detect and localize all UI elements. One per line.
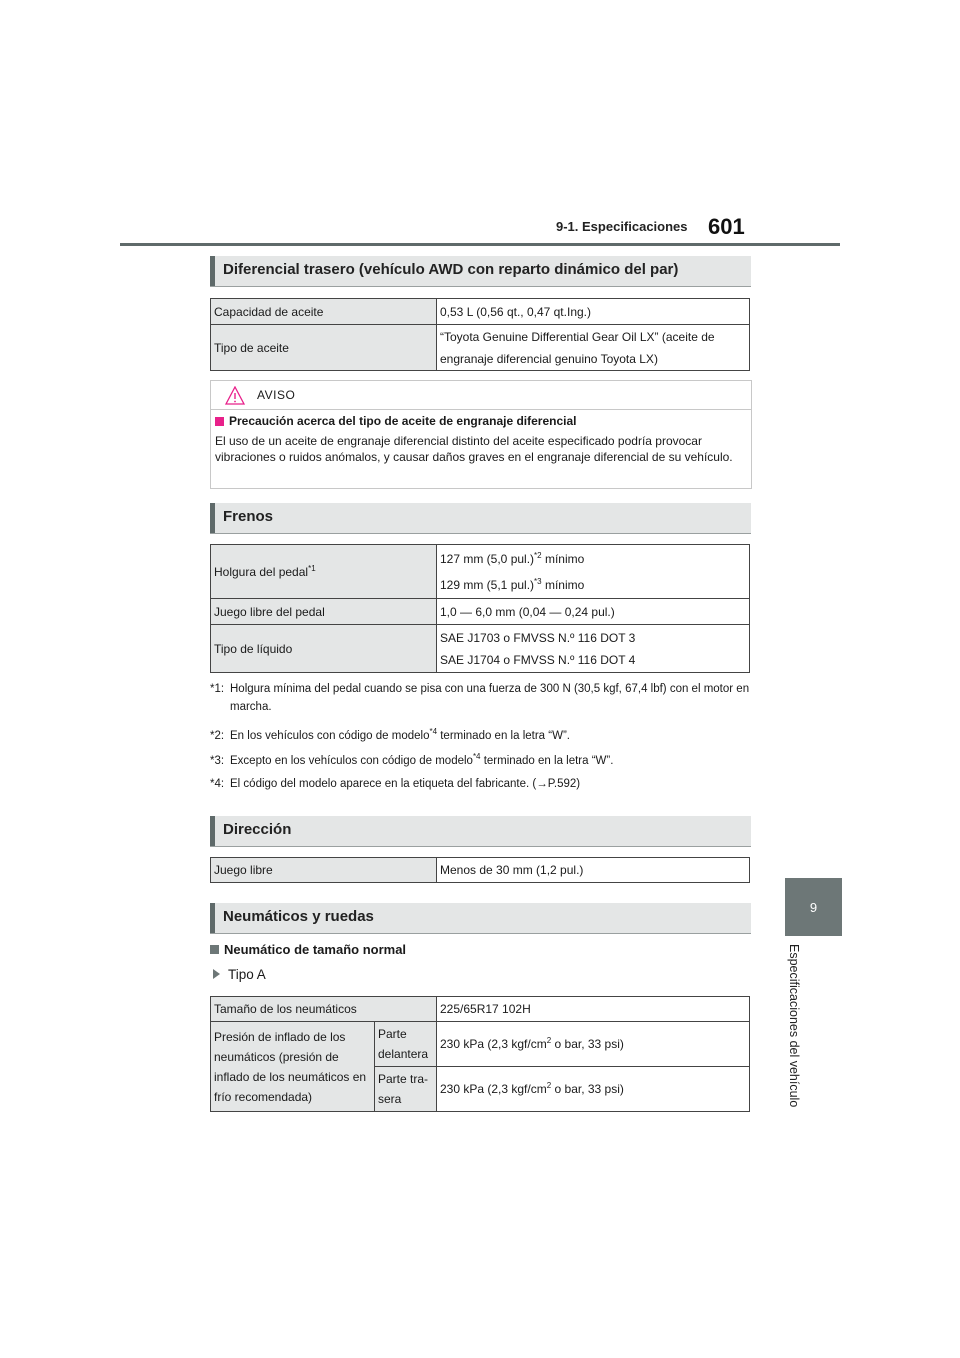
diff-spec-table: [210, 298, 750, 371]
table-row: [211, 1022, 750, 1067]
value-text: mínimo: [541, 577, 585, 592]
value-text: o bar, 33 psi): [551, 1082, 624, 1096]
footnote-text: [230, 752, 755, 770]
footnote-4: [210, 775, 755, 795]
warning-box: [210, 380, 752, 489]
superscript: 2: [546, 1036, 552, 1045]
type-text: Tipo A: [228, 967, 266, 982]
value-text: 230 kPa (2,3 kgf/cm: [440, 1037, 547, 1051]
warning-title: AVISO: [257, 388, 296, 402]
footnote-2: [210, 727, 755, 747]
footnote-text: Holgura mínima del pedal cuando se pisa con una fuerza de 300 N (30,5 kgf, 67,4 lbf) con el motor en marcha.: [230, 683, 750, 713]
table-cell-label: Juego libre del pedal: [211, 599, 437, 625]
neumaticos-spec-table: [210, 996, 750, 1112]
footnote-text-part: En los vehículos con código de modelo: [230, 730, 430, 742]
warning-icon: [225, 386, 245, 406]
value-line: SAE J1703 o FMVSS N.º 116 DOT 3: [440, 630, 636, 645]
type-label: [213, 967, 266, 982]
table-row: [211, 625, 750, 673]
footnote-1: [210, 680, 755, 720]
footnote-mark: *3:: [210, 755, 225, 767]
value-line: [440, 572, 746, 598]
section-heading-frenos: [210, 503, 751, 534]
section-title: 9-1. Especificaciones: [556, 219, 688, 234]
section-heading-bar: [210, 903, 215, 933]
section-heading-text: Diferencial trasero (vehículo AWD con reparto dinámico del par): [223, 261, 679, 278]
table-cell-value: 1,0 — 6,0 mm (0,04 — 0,24 pul.): [437, 599, 750, 625]
value-text: 230 kPa (2,3 kgf/cm: [440, 1082, 547, 1096]
value-line: engranaje diferencial genuino Toyota LX): [440, 351, 658, 366]
table-cell-value: [437, 1067, 750, 1112]
chapter-label-text: Especificaciones del vehículo: [787, 944, 801, 1108]
label-text: Holgura del pedal: [214, 564, 309, 579]
table-cell-label: Tipo de aceite: [211, 325, 437, 371]
section-heading-text: Dirección: [223, 821, 292, 838]
value-line: “Toyota Genuine Differential Gear Oil LX” (aceite de: [440, 329, 715, 344]
bullet-square-icon: [210, 945, 219, 954]
table-cell-label: Parte tra- sera: [375, 1067, 437, 1112]
warning-subtitle: Precaución acerca del tipo de aceite de engranaje diferencial: [229, 414, 577, 428]
value-text: o bar, 33 psi): [551, 1037, 624, 1051]
table-cell-label: Juego libre: [211, 858, 437, 883]
header-rule: [120, 243, 840, 246]
chapter-side-label: [764, 944, 824, 1114]
section-heading-diff: [210, 256, 751, 287]
footnote-ref: *4: [472, 752, 481, 762]
table-cell-value: Menos de 30 mm (1,2 pul.): [437, 858, 750, 883]
section-heading-text: Frenos: [223, 508, 274, 525]
section-heading-bar: [210, 256, 215, 286]
table-row: [211, 997, 750, 1022]
chapter-number: 9: [809, 899, 818, 915]
chapter-tab: [785, 878, 842, 936]
footnote-ref: *2: [534, 550, 542, 560]
value-text: 127 mm (5,0 pul.): [440, 551, 535, 566]
footnote-text-part: Excepto en los vehículos con código de modelo: [230, 755, 473, 767]
value-text: 129 mm (5,1 pul.): [440, 577, 535, 592]
table-cell-label: Tipo de líquido: [211, 625, 437, 673]
table-row: [211, 858, 750, 883]
warning-body: El uso de un aceite de engranaje diferencial distinto del aceite especificado podría provocar vibraciones o ruidos anómalos, y causar daños graves en el engranaje diferencial de su vehículo.: [215, 434, 733, 464]
table-row: [211, 599, 750, 625]
section-heading-bar: [210, 503, 215, 533]
section-heading-text: Neumáticos y ruedas: [223, 908, 374, 925]
footnote-mark: *4:: [210, 778, 225, 790]
section-heading-neumaticos: [210, 903, 751, 934]
arrow-right-icon: [213, 969, 220, 979]
table-row: [211, 325, 750, 371]
footnote-mark: *1:: [210, 683, 225, 695]
value-line: [440, 546, 746, 572]
table-cell-label: Tamaño de los neumáticos: [211, 997, 437, 1022]
warning-header: [211, 381, 751, 410]
value-line: SAE J1704 o FMVSS N.º 116 DOT 4: [440, 652, 636, 667]
footnote-text: El código del modelo aparece en la etiqueta del fabricante. (→P.592): [230, 778, 581, 790]
value-text: mínimo: [541, 551, 585, 566]
frenos-spec-table: [210, 544, 750, 673]
table-cell-label: Capacidad de aceite: [211, 299, 437, 325]
table-cell-value: 0,53 L (0,56 qt., 0,47 qt.Ing.): [437, 299, 750, 325]
direccion-spec-table: [210, 857, 750, 883]
superscript: 2: [546, 1081, 552, 1090]
page-number: 601: [708, 214, 745, 239]
footnote-mark: *2:: [210, 730, 225, 742]
footnote-3: [210, 752, 755, 772]
table-cell-label: [211, 545, 437, 599]
table-cell-value: 225/65R17 102H: [437, 997, 750, 1022]
subheading-text: Neumático de tamaño normal: [224, 942, 407, 957]
table-row: [211, 299, 750, 325]
section-heading-bar: [210, 816, 215, 846]
subheading: [210, 942, 406, 957]
footnote-ref: *1: [308, 563, 316, 573]
table-cell-label: Parte delantera: [375, 1022, 437, 1067]
footnote-text-part: terminado en la letra “W”.: [480, 755, 614, 767]
table-cell-value: [437, 325, 750, 371]
footnote-ref: *4: [429, 727, 438, 737]
table-cell-value: [437, 625, 750, 673]
table-cell-value: [437, 1022, 750, 1067]
footnote-text: [230, 727, 755, 745]
footnote-text-part: terminado en la letra “W”.: [437, 730, 570, 742]
table-row: [211, 545, 750, 599]
section-heading-direccion: [210, 816, 751, 847]
bullet-square-icon: [215, 417, 224, 426]
footnote-ref: *3: [534, 576, 542, 586]
table-cell-label: Presión de inflado de los neumáticos (presión de inflado de los neumáticos en frío recomendada): [211, 1022, 375, 1112]
table-cell-value: [437, 545, 750, 599]
